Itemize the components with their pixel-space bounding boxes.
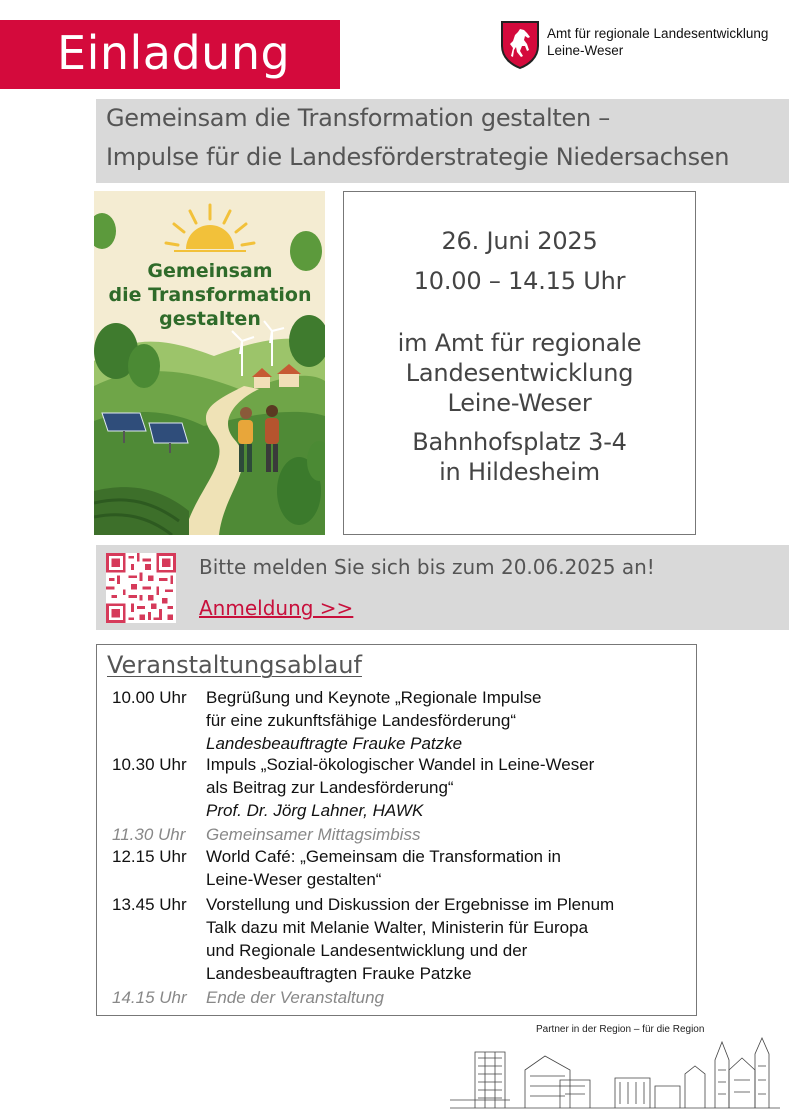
schedule-speaker: Prof. Dr. Jörg Lahner, HAWK [206, 801, 424, 820]
logo-line-1: Amt für regionale Landesentwicklung [547, 26, 769, 41]
headline-box [96, 99, 789, 183]
schedule-time: 12.15 Uhr [112, 847, 187, 866]
qr-code-icon[interactable] [106, 553, 176, 623]
schedule-time: 10.00 Uhr [112, 688, 187, 707]
schedule-text: Gemeinsamer Mittagsimbiss [206, 825, 421, 844]
event-date: 26. Juni 2025 [441, 227, 598, 255]
schedule-time: 11.30 Uhr [112, 825, 186, 844]
schedule-text: Talk dazu mit Melanie Walter, Ministerin für Europa [206, 918, 589, 937]
headline-line-2: Impulse für die Landesförderstrategie Niedersachsen [106, 143, 730, 171]
registration-deadline: Bitte melden Sie sich bis zum 20.06.2025 an! [199, 555, 655, 579]
schedule-text: Begrüßung und Keynote „Regionale Impulse [206, 688, 542, 707]
event-info-box [343, 191, 696, 535]
venue-line-1: im Amt für regionale [397, 329, 642, 357]
schedule-time: 10.30 Uhr [112, 755, 187, 774]
event-time: 10.00 – 14.15 Uhr [413, 267, 626, 295]
headline-line-1: Gemeinsam die Transformation gestalten – [106, 104, 610, 132]
registration-link[interactable]: Anmeldung >> [199, 596, 354, 620]
agency-logo [500, 20, 785, 72]
registration-box [96, 545, 789, 630]
schedule-time: 14.15 Uhr [112, 988, 187, 1007]
schedule-text: Vorstellung und Diskussion der Ergebnisse im Plenum [206, 895, 615, 914]
venue-line-2: Landesentwicklung [405, 359, 634, 387]
schedule-text: World Café: „Gemeinsam die Transformation in [206, 847, 561, 866]
address-line-2: in Hildesheim [439, 458, 600, 486]
schedule-text: und Regionale Landesentwicklung und der [206, 941, 528, 960]
schedule-title: Veranstaltungsablauf [107, 651, 362, 679]
poster-illustration [94, 191, 325, 535]
address-line-1: Bahnhofsplatz 3-4 [412, 428, 627, 456]
schedule-time: 13.45 Uhr [112, 895, 187, 914]
schedule-text: Impuls „Sozial-ökologischer Wandel in Leine-Weser [206, 755, 595, 774]
footer-slogan: Partner in der Region – für die Region [536, 1024, 705, 1035]
schedule-text: Ende der Veranstaltung [206, 988, 384, 1007]
logo-line-2: Leine-Weser [547, 43, 624, 58]
poster-title-line-1: Gemeinsam [147, 260, 273, 282]
invitation-banner [0, 20, 340, 89]
poster-title-line-3: gestalten [159, 308, 261, 330]
schedule-text: Leine-Weser gestalten“ [206, 870, 382, 889]
horse-shield-icon [500, 20, 540, 70]
schedule-text: für eine zukunftsfähige Landesförderung“ [206, 711, 516, 730]
schedule-box [96, 644, 697, 1016]
landscape-illustration [94, 191, 325, 535]
schedule-speaker: Landesbeauftragte Frauke Patzke [206, 734, 463, 753]
schedule-text: als Beitrag zur Landesförderung“ [206, 778, 454, 797]
poster-title-line-2: die Transformation [108, 284, 312, 306]
schedule-text: Landesbeauftragten Frauke Patzke [206, 964, 472, 983]
banner-title: Einladung [57, 26, 291, 80]
city-skyline-illustration [450, 1030, 780, 1110]
venue-line-3: Leine-Weser [447, 389, 592, 417]
